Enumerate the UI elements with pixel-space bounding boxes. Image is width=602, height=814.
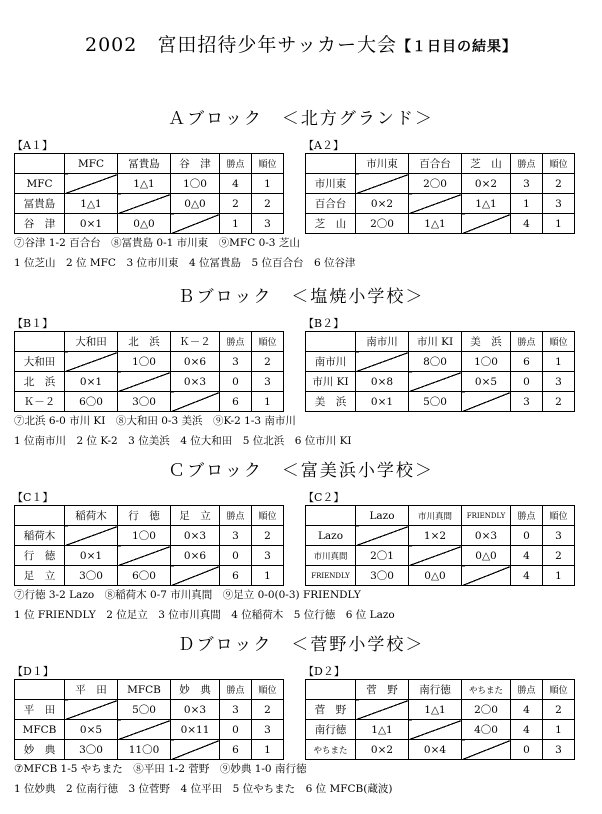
ranking-line: 1 位芝山 2 位 MFC 3 位市川東 4 位冨貴島 5 位百合台 6 位谷津 [14, 257, 356, 269]
header-cell: 美 浜 [462, 332, 511, 352]
self-match-cell [356, 700, 409, 720]
header-cell: 勝点 [220, 332, 252, 352]
match-results-line: ⑦北浜 6-0 市川 KI ⑧大和田 0-3 美浜 ⑨K-2 1-3 南市川 [14, 415, 296, 427]
header-cell: 勝点 [511, 154, 543, 174]
table-row [306, 372, 575, 392]
result-cell: 4 [511, 546, 543, 566]
header-corner-cell [15, 680, 65, 700]
result-cell: 1 [543, 214, 575, 234]
table-row [15, 700, 284, 720]
result-cell: 1 [543, 352, 575, 372]
result-cell: 6 [220, 566, 252, 586]
result-cell: 1 [220, 214, 252, 234]
match-results-line: ⑦谷津 1-2 百合台 ⑧冨貴島 0-1 市川東 ⑨MFC 0-3 芝山 [14, 237, 300, 249]
header-cell: 百合台 [409, 154, 462, 174]
self-match-cell [65, 700, 118, 720]
header-cell: 冨貴島 [118, 154, 171, 174]
result-cell: 4 [511, 720, 543, 740]
result-cell: 4 [511, 700, 543, 720]
result-cell: 3 [220, 700, 252, 720]
result-cell: 1△1 [118, 174, 171, 194]
result-cell: 2 [543, 700, 575, 720]
team-name-cell: 市川東 [306, 174, 356, 194]
result-cell: 6〇0 [65, 392, 118, 412]
group-label: 【B１】 [12, 317, 54, 330]
header-cell: Lazo [356, 506, 409, 526]
self-match-cell [118, 546, 171, 566]
self-match-cell [118, 720, 171, 740]
header-cell: 順位 [252, 154, 284, 174]
result-cell: 5〇0 [118, 700, 171, 720]
header-cell: 勝点 [220, 154, 252, 174]
result-cell: 0×2 [462, 174, 511, 194]
result-cell: 1 [543, 566, 575, 586]
result-cell: 1△1 [409, 214, 462, 234]
table-row [306, 392, 575, 412]
standings-table [305, 331, 575, 412]
header-cell: MFC [65, 154, 118, 174]
header-cell: 足 立 [171, 506, 220, 526]
header-cell: 勝点 [220, 506, 252, 526]
team-name-cell: 妙 典 [15, 740, 65, 760]
header-cell: 勝点 [511, 332, 543, 352]
result-cell: 1 [252, 174, 284, 194]
header-cell: 順位 [543, 154, 575, 174]
match-results-line: ⑦MFCB 1-5 やちまた ⑧平田 1-2 菅野 ⑨妙典 1-0 南行徳 [14, 763, 307, 775]
result-cell: 2〇1 [356, 546, 409, 566]
self-match-cell [409, 546, 462, 566]
group-label: 【D１】 [12, 665, 54, 678]
ranking-line: 1 位 FRIENDLY 2 位足立 3 位市川真間 4 位稲荷木 5 位行徳 6 位 Lazo [14, 609, 395, 621]
result-cell: 4 [511, 214, 543, 234]
team-name-cell: 百合台 [306, 194, 356, 214]
team-name-cell: 稲荷木 [15, 526, 65, 546]
result-cell: 6 [511, 352, 543, 372]
team-name-cell: 大和田 [15, 352, 65, 372]
result-cell: 0×2 [356, 740, 409, 760]
result-cell: 2 [220, 194, 252, 214]
table-row [15, 194, 284, 214]
table-row [15, 392, 284, 412]
header-cell: 順位 [252, 332, 284, 352]
header-cell: MFCB [118, 680, 171, 700]
result-cell: 6 [220, 392, 252, 412]
result-cell: 2 [252, 526, 284, 546]
team-name-cell: 北 浜 [15, 372, 65, 392]
title-main: 2002 宮田招待少年サッカー大会 [85, 34, 397, 56]
self-match-cell [462, 740, 511, 760]
result-cell: 0 [220, 720, 252, 740]
result-cell: 0△0 [118, 214, 171, 234]
header-corner-cell [15, 154, 65, 174]
result-cell: 6〇0 [118, 566, 171, 586]
result-cell: 0×11 [171, 720, 220, 740]
header-corner-cell [306, 680, 356, 700]
team-name-cell: Ｋ－２ [15, 392, 65, 412]
title-sub: 【１日目の結果】 [396, 39, 517, 55]
team-name-cell: MFC [15, 174, 65, 194]
team-name-cell: Lazo [306, 526, 356, 546]
table-row [306, 526, 575, 546]
result-cell: 0 [511, 740, 543, 760]
table-row [306, 566, 575, 586]
standings-table [14, 331, 284, 412]
table-row [15, 352, 284, 372]
result-cell: 3 [543, 740, 575, 760]
result-cell: 2 [543, 174, 575, 194]
ranking-line: 1 位妙典 2 位南行徳 3 位菅野 4 位平田 5 位やちまた 6 位 MFCB(蔵波) [14, 783, 393, 795]
result-cell: 0×1 [65, 372, 118, 392]
table-row [306, 700, 575, 720]
header-cell: 北 浜 [118, 332, 171, 352]
ranking-line: 1 位南市川 2 位 K-2 3 位美浜 4 位大和田 5 位北浜 6 位市川 KI [14, 435, 352, 447]
header-cell: Ｋ－２ [171, 332, 220, 352]
table-header-row [15, 506, 284, 526]
result-cell: 1 [252, 392, 284, 412]
header-cell: 順位 [252, 506, 284, 526]
result-cell: 0×3 [462, 526, 511, 546]
block-heading: Ａブロック ＜北方グランド＞ [168, 109, 434, 129]
result-cell: 2〇0 [356, 214, 409, 234]
result-cell: 3 [252, 372, 284, 392]
group-label: 【D２】 [303, 665, 345, 678]
self-match-cell [118, 372, 171, 392]
result-cell: 0△0 [171, 194, 220, 214]
result-cell: 3 [220, 526, 252, 546]
result-cell: 0 [511, 372, 543, 392]
header-cell: 順位 [252, 680, 284, 700]
table-header-row [306, 680, 575, 700]
result-cell: 0 [220, 372, 252, 392]
header-cell: 市川 KI [409, 332, 462, 352]
result-cell: 3〇0 [65, 740, 118, 760]
self-match-cell [171, 214, 220, 234]
team-name-cell: 菅 野 [306, 700, 356, 720]
table-row [306, 720, 575, 740]
result-cell: 0△0 [409, 566, 462, 586]
header-cell: 芝 山 [462, 154, 511, 174]
header-cell: 菅 野 [356, 680, 409, 700]
header-cell: 順位 [543, 506, 575, 526]
team-name-cell: 芝 山 [306, 214, 356, 234]
result-cell: 1〇0 [171, 174, 220, 194]
self-match-cell [171, 740, 220, 760]
table-header-row [306, 154, 575, 174]
self-match-cell [356, 352, 409, 372]
result-cell: 2 [252, 194, 284, 214]
group-label: 【A２】 [303, 139, 344, 152]
result-cell: 2〇0 [409, 174, 462, 194]
self-match-cell [65, 174, 118, 194]
result-cell: 1〇0 [462, 352, 511, 372]
table-row [15, 720, 284, 740]
result-cell: 0×6 [171, 352, 220, 372]
self-match-cell [409, 194, 462, 214]
header-cell: 市川真間 [409, 506, 462, 526]
group-label: 【C１】 [12, 491, 54, 504]
self-match-cell [462, 214, 511, 234]
standings-table [14, 153, 284, 234]
table-row [15, 526, 284, 546]
result-cell: 3〇0 [118, 392, 171, 412]
header-corner-cell [306, 332, 356, 352]
result-cell: 0 [220, 546, 252, 566]
header-cell: FRIENDLY [462, 506, 511, 526]
header-cell: 谷 津 [171, 154, 220, 174]
table-row [15, 214, 284, 234]
result-cell: 1×2 [409, 526, 462, 546]
self-match-cell [462, 392, 511, 412]
team-name-cell: FRIENDLY [306, 566, 356, 586]
header-cell: 勝点 [511, 680, 543, 700]
result-cell: 0×2 [356, 194, 409, 214]
team-name-cell: 市川真間 [306, 546, 356, 566]
team-name-cell: 足 立 [15, 566, 65, 586]
team-name-cell: 冨貴島 [15, 194, 65, 214]
self-match-cell [171, 566, 220, 586]
self-match-cell [356, 174, 409, 194]
result-cell: 0×5 [462, 372, 511, 392]
result-cell: 4〇0 [462, 720, 511, 740]
result-cell: 2 [543, 392, 575, 412]
result-cell: 1〇0 [118, 352, 171, 372]
standings-table [14, 679, 284, 760]
header-cell: 稲荷木 [65, 506, 118, 526]
table-header-row [15, 154, 284, 174]
group-label: 【A１】 [12, 139, 53, 152]
block-heading: Ｄブロック ＜菅野小学校＞ [177, 635, 425, 655]
self-match-cell [409, 720, 462, 740]
table-row [306, 352, 575, 372]
self-match-cell [65, 352, 118, 372]
team-name-cell: 行 徳 [15, 546, 65, 566]
standings-table [14, 505, 284, 586]
result-cell: 0×6 [171, 546, 220, 566]
result-cell: 1△1 [356, 720, 409, 740]
team-name-cell: 南行徳 [306, 720, 356, 740]
header-cell: 順位 [543, 680, 575, 700]
result-cell: 8〇0 [409, 352, 462, 372]
result-cell: 0×3 [171, 372, 220, 392]
self-match-cell [118, 194, 171, 214]
result-cell: 2 [252, 352, 284, 372]
self-match-cell [462, 566, 511, 586]
result-cell: 0×3 [171, 526, 220, 546]
result-cell: 0×5 [65, 720, 118, 740]
team-name-cell: 南市川 [306, 352, 356, 372]
result-cell: 3 [252, 720, 284, 740]
result-cell: 3 [543, 194, 575, 214]
result-cell: 0×4 [409, 740, 462, 760]
result-cell: 2〇0 [462, 700, 511, 720]
result-cell: 3 [511, 392, 543, 412]
result-cell: 3〇0 [356, 566, 409, 586]
result-cell: 1〇0 [118, 526, 171, 546]
result-cell: 0×1 [65, 214, 118, 234]
result-cell: 2 [252, 700, 284, 720]
result-cell: 11〇0 [118, 740, 171, 760]
result-cell: 3〇0 [65, 566, 118, 586]
result-cell: 3 [511, 174, 543, 194]
team-name-cell: 市川 KI [306, 372, 356, 392]
team-name-cell: 美 浜 [306, 392, 356, 412]
table-row [15, 566, 284, 586]
header-cell: 行 徳 [118, 506, 171, 526]
team-name-cell: 平 田 [15, 700, 65, 720]
table-row [306, 174, 575, 194]
group-label: 【B２】 [303, 317, 345, 330]
standings-table [305, 679, 575, 760]
result-cell: 1△1 [462, 194, 511, 214]
header-cell: 南行徳 [409, 680, 462, 700]
result-cell: 0×3 [171, 700, 220, 720]
result-cell: 3 [252, 214, 284, 234]
result-cell: 3 [543, 372, 575, 392]
result-cell: 6 [220, 740, 252, 760]
team-name-cell: やちまた [306, 740, 356, 760]
header-cell: 勝点 [220, 680, 252, 700]
table-row [15, 372, 284, 392]
self-match-cell [356, 526, 409, 546]
result-cell: 2 [543, 546, 575, 566]
result-cell: 1 [543, 720, 575, 740]
header-corner-cell [306, 506, 356, 526]
self-match-cell [171, 392, 220, 412]
result-cell: 3 [220, 352, 252, 372]
table-row [15, 740, 284, 760]
table-row [306, 546, 575, 566]
table-header-row [15, 332, 284, 352]
result-cell: 0△0 [462, 546, 511, 566]
group-label: 【C２】 [303, 491, 345, 504]
header-cell: やちまた [462, 680, 511, 700]
result-cell: 0×1 [65, 546, 118, 566]
result-cell: 1△1 [65, 194, 118, 214]
result-cell: 0×8 [356, 372, 409, 392]
block-heading: Ｂブロック ＜塩焼小学校＞ [177, 287, 425, 307]
table-row [306, 740, 575, 760]
self-match-cell [409, 372, 462, 392]
result-cell: 1△1 [409, 700, 462, 720]
table-header-row [306, 506, 575, 526]
result-cell: 0 [511, 526, 543, 546]
result-cell: 4 [511, 566, 543, 586]
standings-table [305, 505, 575, 586]
header-cell: 大和田 [65, 332, 118, 352]
result-cell: 1 [511, 194, 543, 214]
table-row [306, 194, 575, 214]
result-cell: 5〇0 [409, 392, 462, 412]
block-heading: Ｃブロック ＜富美浜小学校＞ [168, 461, 434, 481]
table-header-row [15, 680, 284, 700]
result-cell: 3 [252, 546, 284, 566]
team-name-cell: 谷 津 [15, 214, 65, 234]
header-cell: 南市川 [356, 332, 409, 352]
table-header-row [306, 332, 575, 352]
table-row [15, 546, 284, 566]
result-cell: 1 [252, 740, 284, 760]
header-corner-cell [306, 154, 356, 174]
header-corner-cell [15, 506, 65, 526]
standings-table [305, 153, 575, 234]
team-name-cell: MFCB [15, 720, 65, 740]
self-match-cell [65, 526, 118, 546]
header-cell: 妙 典 [171, 680, 220, 700]
header-cell: 平 田 [65, 680, 118, 700]
match-results-line: ⑦行徳 3-2 Lazo ⑧稲荷木 0-7 市川真間 ⑨足立 0-0(0-3) FRIENDLY [14, 589, 361, 601]
header-cell: 順位 [543, 332, 575, 352]
page-title [0, 30, 602, 57]
table-row [15, 174, 284, 194]
result-cell: 1 [252, 566, 284, 586]
result-cell: 4 [220, 174, 252, 194]
result-cell: 0×1 [356, 392, 409, 412]
result-cell: 3 [543, 526, 575, 546]
table-row [306, 214, 575, 234]
header-cell: 市川東 [356, 154, 409, 174]
header-cell: 勝点 [511, 506, 543, 526]
header-corner-cell [15, 332, 65, 352]
